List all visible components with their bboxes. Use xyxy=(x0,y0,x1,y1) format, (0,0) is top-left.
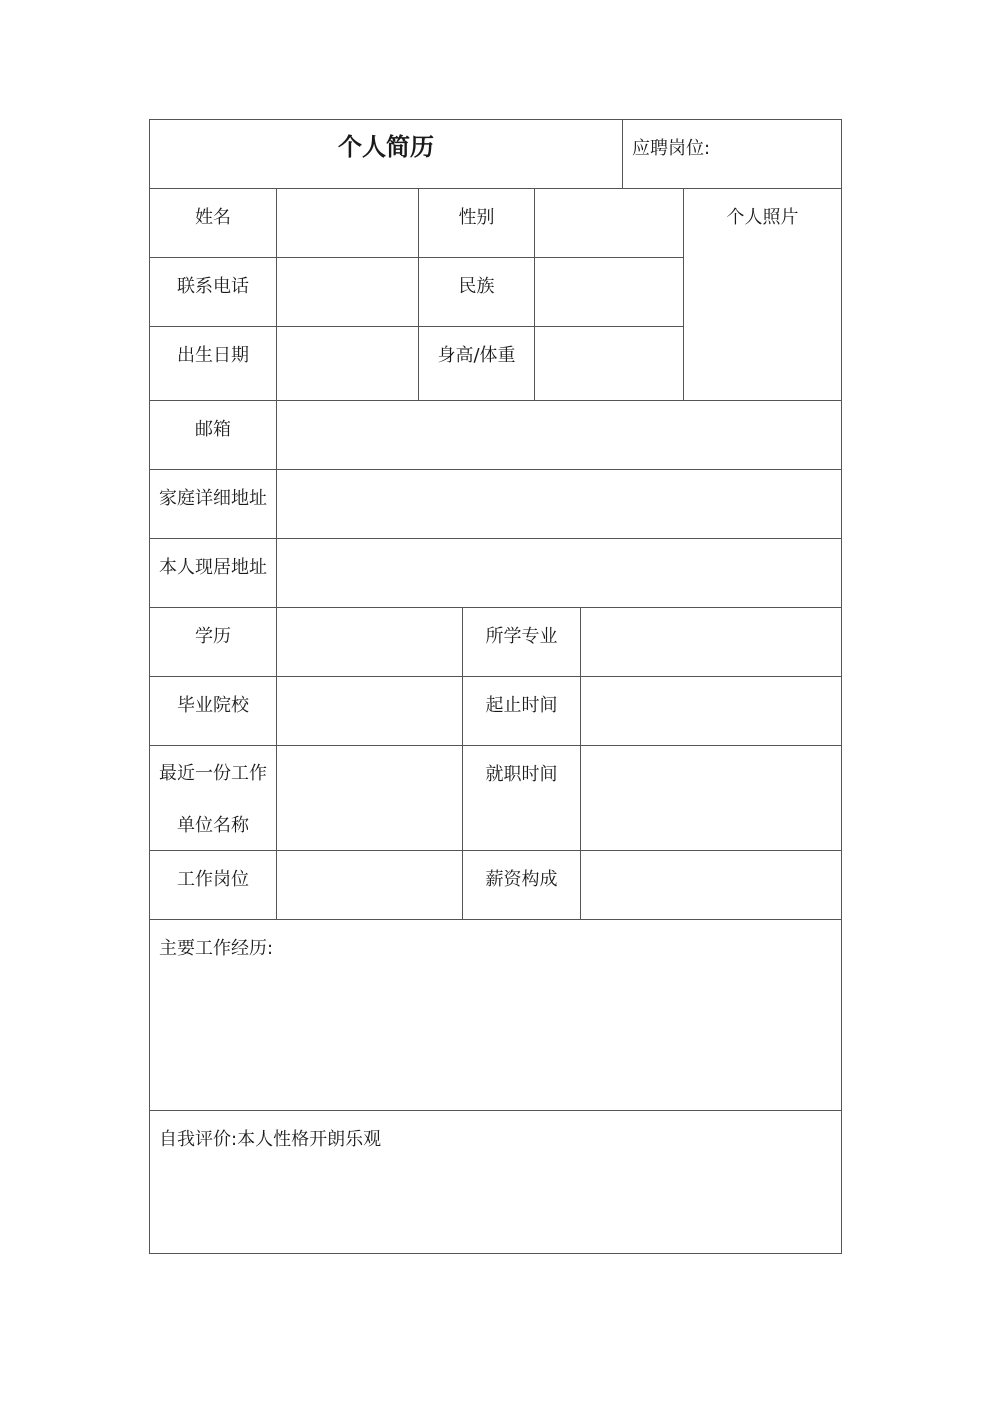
position-applied-cell[interactable] xyxy=(622,119,842,189)
major-field[interactable] xyxy=(580,607,842,677)
self-evaluation-cell[interactable] xyxy=(149,1110,842,1254)
birthdate-field[interactable] xyxy=(276,326,419,401)
degree-field[interactable] xyxy=(276,607,463,677)
period-label-cell xyxy=(462,676,581,746)
salary-label: 薪资构成 xyxy=(485,869,558,890)
period-field[interactable] xyxy=(580,676,842,746)
ethnicity-label-cell xyxy=(418,257,535,327)
home-address-label-cell xyxy=(149,469,277,539)
work-experience-cell[interactable] xyxy=(149,919,842,1111)
gender-field[interactable] xyxy=(534,188,684,258)
home-address-field[interactable] xyxy=(276,469,842,539)
salary-label-cell xyxy=(462,850,581,920)
height-weight-label: 身高/体重 xyxy=(437,345,516,366)
resume-title: 个人简历 xyxy=(338,133,434,161)
tenure-label: 就职时间 xyxy=(485,764,558,785)
recent-employer-field[interactable] xyxy=(276,745,463,851)
height-weight-field[interactable] xyxy=(534,326,684,401)
work-experience-label: 主要工作经历: xyxy=(159,938,274,959)
school-label-cell xyxy=(149,676,277,746)
birthdate-label-cell xyxy=(149,326,277,401)
recent-employer-label-line1: 最近一份工作 xyxy=(159,763,267,784)
school-field[interactable] xyxy=(276,676,463,746)
phone-label-cell xyxy=(149,257,277,327)
job-position-label-cell xyxy=(149,850,277,920)
photo-label: 个人照片 xyxy=(726,207,799,228)
current-address-label-cell xyxy=(149,538,277,608)
email-field[interactable] xyxy=(276,400,842,470)
recent-employer-label-line2: 单位名称 xyxy=(177,815,249,836)
resume-form xyxy=(150,120,843,1255)
home-address-label: 家庭详细地址 xyxy=(159,488,267,509)
photo-cell[interactable] xyxy=(683,188,842,401)
birthdate-label: 出生日期 xyxy=(177,345,249,366)
degree-label-cell xyxy=(149,607,277,677)
ethnicity-field[interactable] xyxy=(534,257,684,327)
height-weight-label-cell xyxy=(418,326,535,401)
tenure-label-cell xyxy=(462,745,581,851)
self-evaluation-text: 自我评价:本人性格开朗乐观 xyxy=(159,1129,382,1150)
current-address-label: 本人现居地址 xyxy=(159,557,267,578)
major-label: 所学专业 xyxy=(485,626,558,647)
major-label-cell xyxy=(462,607,581,677)
ethnicity-label: 民族 xyxy=(458,276,495,297)
gender-label-cell xyxy=(418,188,535,258)
tenure-field[interactable] xyxy=(580,745,842,851)
job-position-field[interactable] xyxy=(276,850,463,920)
school-label: 毕业院校 xyxy=(177,695,249,716)
title-cell xyxy=(149,119,623,189)
current-address-field[interactable] xyxy=(276,538,842,608)
name-label: 姓名 xyxy=(195,207,231,228)
job-position-label: 工作岗位 xyxy=(177,869,249,890)
position-applied-label: 应聘岗位: xyxy=(632,138,711,159)
name-field[interactable] xyxy=(276,188,419,258)
gender-label: 性别 xyxy=(458,207,495,228)
phone-field[interactable] xyxy=(276,257,419,327)
period-label: 起止时间 xyxy=(485,695,558,716)
recent-employer-label-cell xyxy=(149,745,277,851)
email-label-cell xyxy=(149,400,277,470)
salary-field[interactable] xyxy=(580,850,842,920)
phone-label: 联系电话 xyxy=(177,276,249,297)
degree-label: 学历 xyxy=(195,626,231,647)
email-label: 邮箱 xyxy=(195,419,231,440)
name-label-cell xyxy=(149,188,277,258)
